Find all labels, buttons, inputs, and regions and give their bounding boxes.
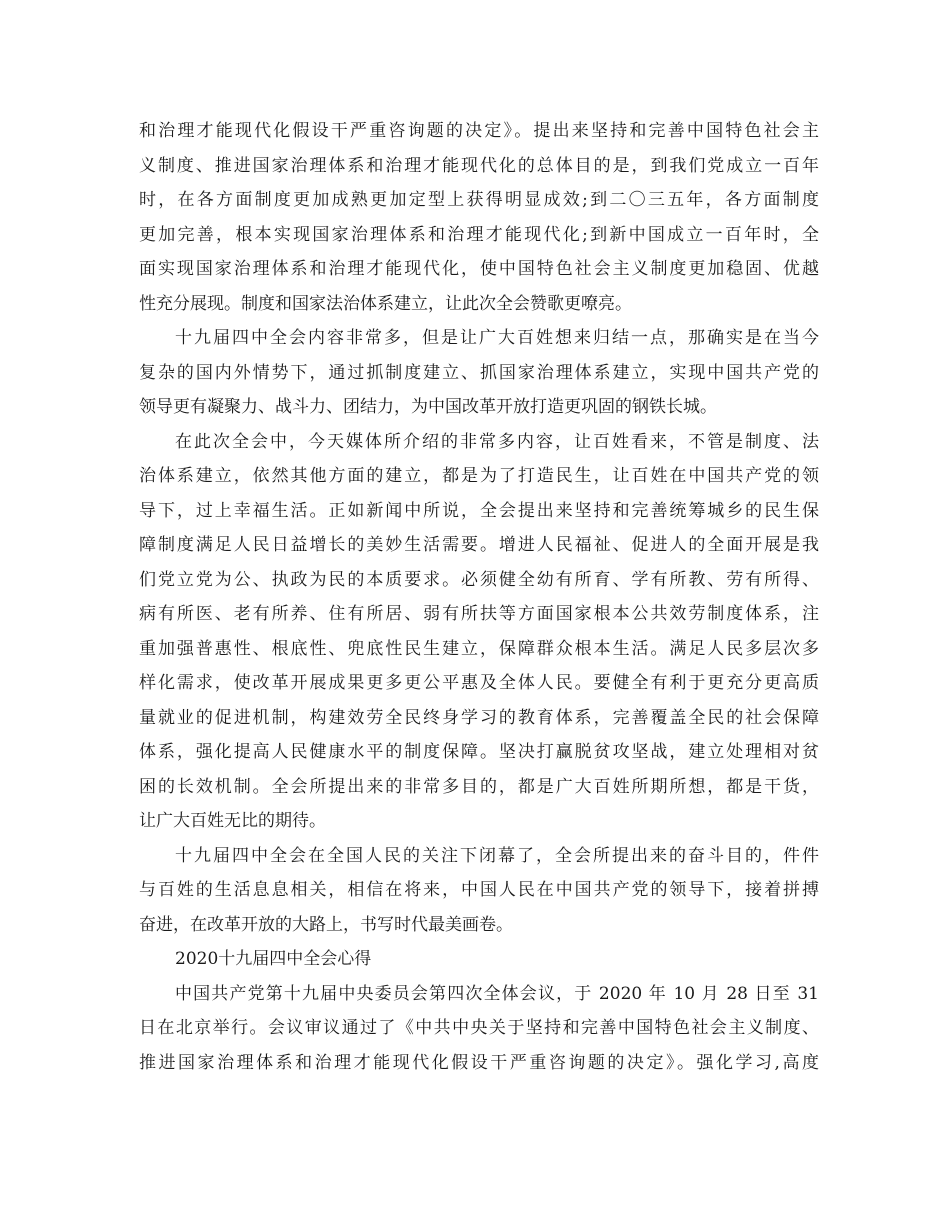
text-line: 重加强普惠性、根底性、兜底性民生建立，保障群众根本生活。满足人民多层次多 [139, 638, 819, 659]
paragraph [139, 839, 819, 943]
text-line: 与百姓的生活息息相关，相信在将来，中国人民在中国共产党的领导下，接着拼搏 [139, 880, 819, 900]
document-body [139, 114, 819, 1080]
section-heading [139, 942, 819, 977]
text-line: 们党立党为公、执政为民的本质要求。必须健全幼有所育、学有所教、劳有所得、 [139, 569, 819, 590]
paragraph [139, 977, 819, 1081]
text-line: 性充分展现。制度和国家法治体系建立，让此次全会赞歌更嘹亮。 [139, 293, 632, 314]
heading-text: 2020十九届四中全会心得 [175, 949, 372, 969]
text-line: 和治理才能现代化假设干严重咨询题的决定》。提出来坚持和完善中国特色社会主 [139, 121, 819, 141]
text-line: 复杂的国内外情势下，通过抓制度建立、抓国家治理体系建立，实现中国共产党的 [139, 362, 819, 383]
text-line: 病有所医、老有所养、住有所居、弱有所扶等方面国家根本公共效劳制度体系，注 [139, 604, 819, 624]
text-line: 领导更有凝聚力、战斗力、团结力，为中国改革开放打造更巩固的钢铁长城。 [139, 397, 717, 417]
text-line: 面实现国家治理体系和治理才能现代化，使中国特色社会主义制度更加稳固、优越 [139, 259, 819, 279]
paragraph [139, 321, 819, 425]
text-line: 困的长效机制。全会所提出来的非常多目的，都是广大百姓所期所想，都是干货， [139, 776, 819, 797]
text-line: 治体系建立，依然其他方面的建立，都是为了打造民生，让百姓在中国共产党的领 [139, 466, 819, 486]
text-line: 义制度、推进国家治理体系和治理才能现代化的总体目的是，到我们党成立一百年 [139, 155, 819, 176]
paragraph [139, 114, 819, 321]
text-line: 在此次全会中，今天媒体所介绍的非常多内容，让百姓看来，不管是制度、法 [175, 431, 819, 452]
text-line: 量就业的促进机制，构建效劳全民终身学习的教育体系，完善覆盖全民的社会保障 [139, 707, 819, 728]
text-line: 推进国家治理体系和治理才能现代化假设干严重咨询题的决定》。强化学习,高度 [139, 1052, 819, 1073]
paragraph [139, 425, 819, 839]
text-line: 十九届四中全会内容非常多，但是让广大百姓想来归结一点，那确实是在当今 [175, 328, 819, 348]
text-line: 日在北京举行。会议审议通过了《中共中央关于坚持和完善中国特色社会主义制度、 [139, 1018, 819, 1038]
text-line: 奋进，在改革开放的大路上，书写时代最美画卷。 [139, 914, 513, 935]
text-line: 让广大百姓无比的期待。 [139, 811, 326, 831]
text-line: 中国共产党第十九届中央委员会第四次全体会议，于 2020 年 10 月 28 日至 31 [175, 983, 819, 1004]
text-line: 导下，过上幸福生活。正如新闻中所说，全会提出来坚持和完善统筹城乡的民生保 [139, 500, 819, 521]
text-line: 更加完善，根本实现国家治理体系和治理才能现代化;到新中国成立一百年时，全 [139, 224, 819, 245]
text-line: 体系，强化提高人民健康水平的制度保障。坚决打赢脱贫攻坚战，建立处理相对贫 [139, 742, 819, 762]
text-line: 时，在各方面制度更加成熟更加定型上获得明显成效;到二〇三五年，各方面制度 [139, 190, 819, 210]
text-line: 障制度满足人民日益增长的美妙生活需要。增进人民福祉、促进人的全面开展是我 [139, 535, 819, 555]
text-line: 样化需求，使改革开展成果更多更公平惠及全体人民。要健全有利于更充分更高质 [139, 673, 819, 693]
text-line: 十九届四中全会在全国人民的关注下闭幕了，全会所提出来的奋斗目的，件件 [175, 845, 819, 866]
